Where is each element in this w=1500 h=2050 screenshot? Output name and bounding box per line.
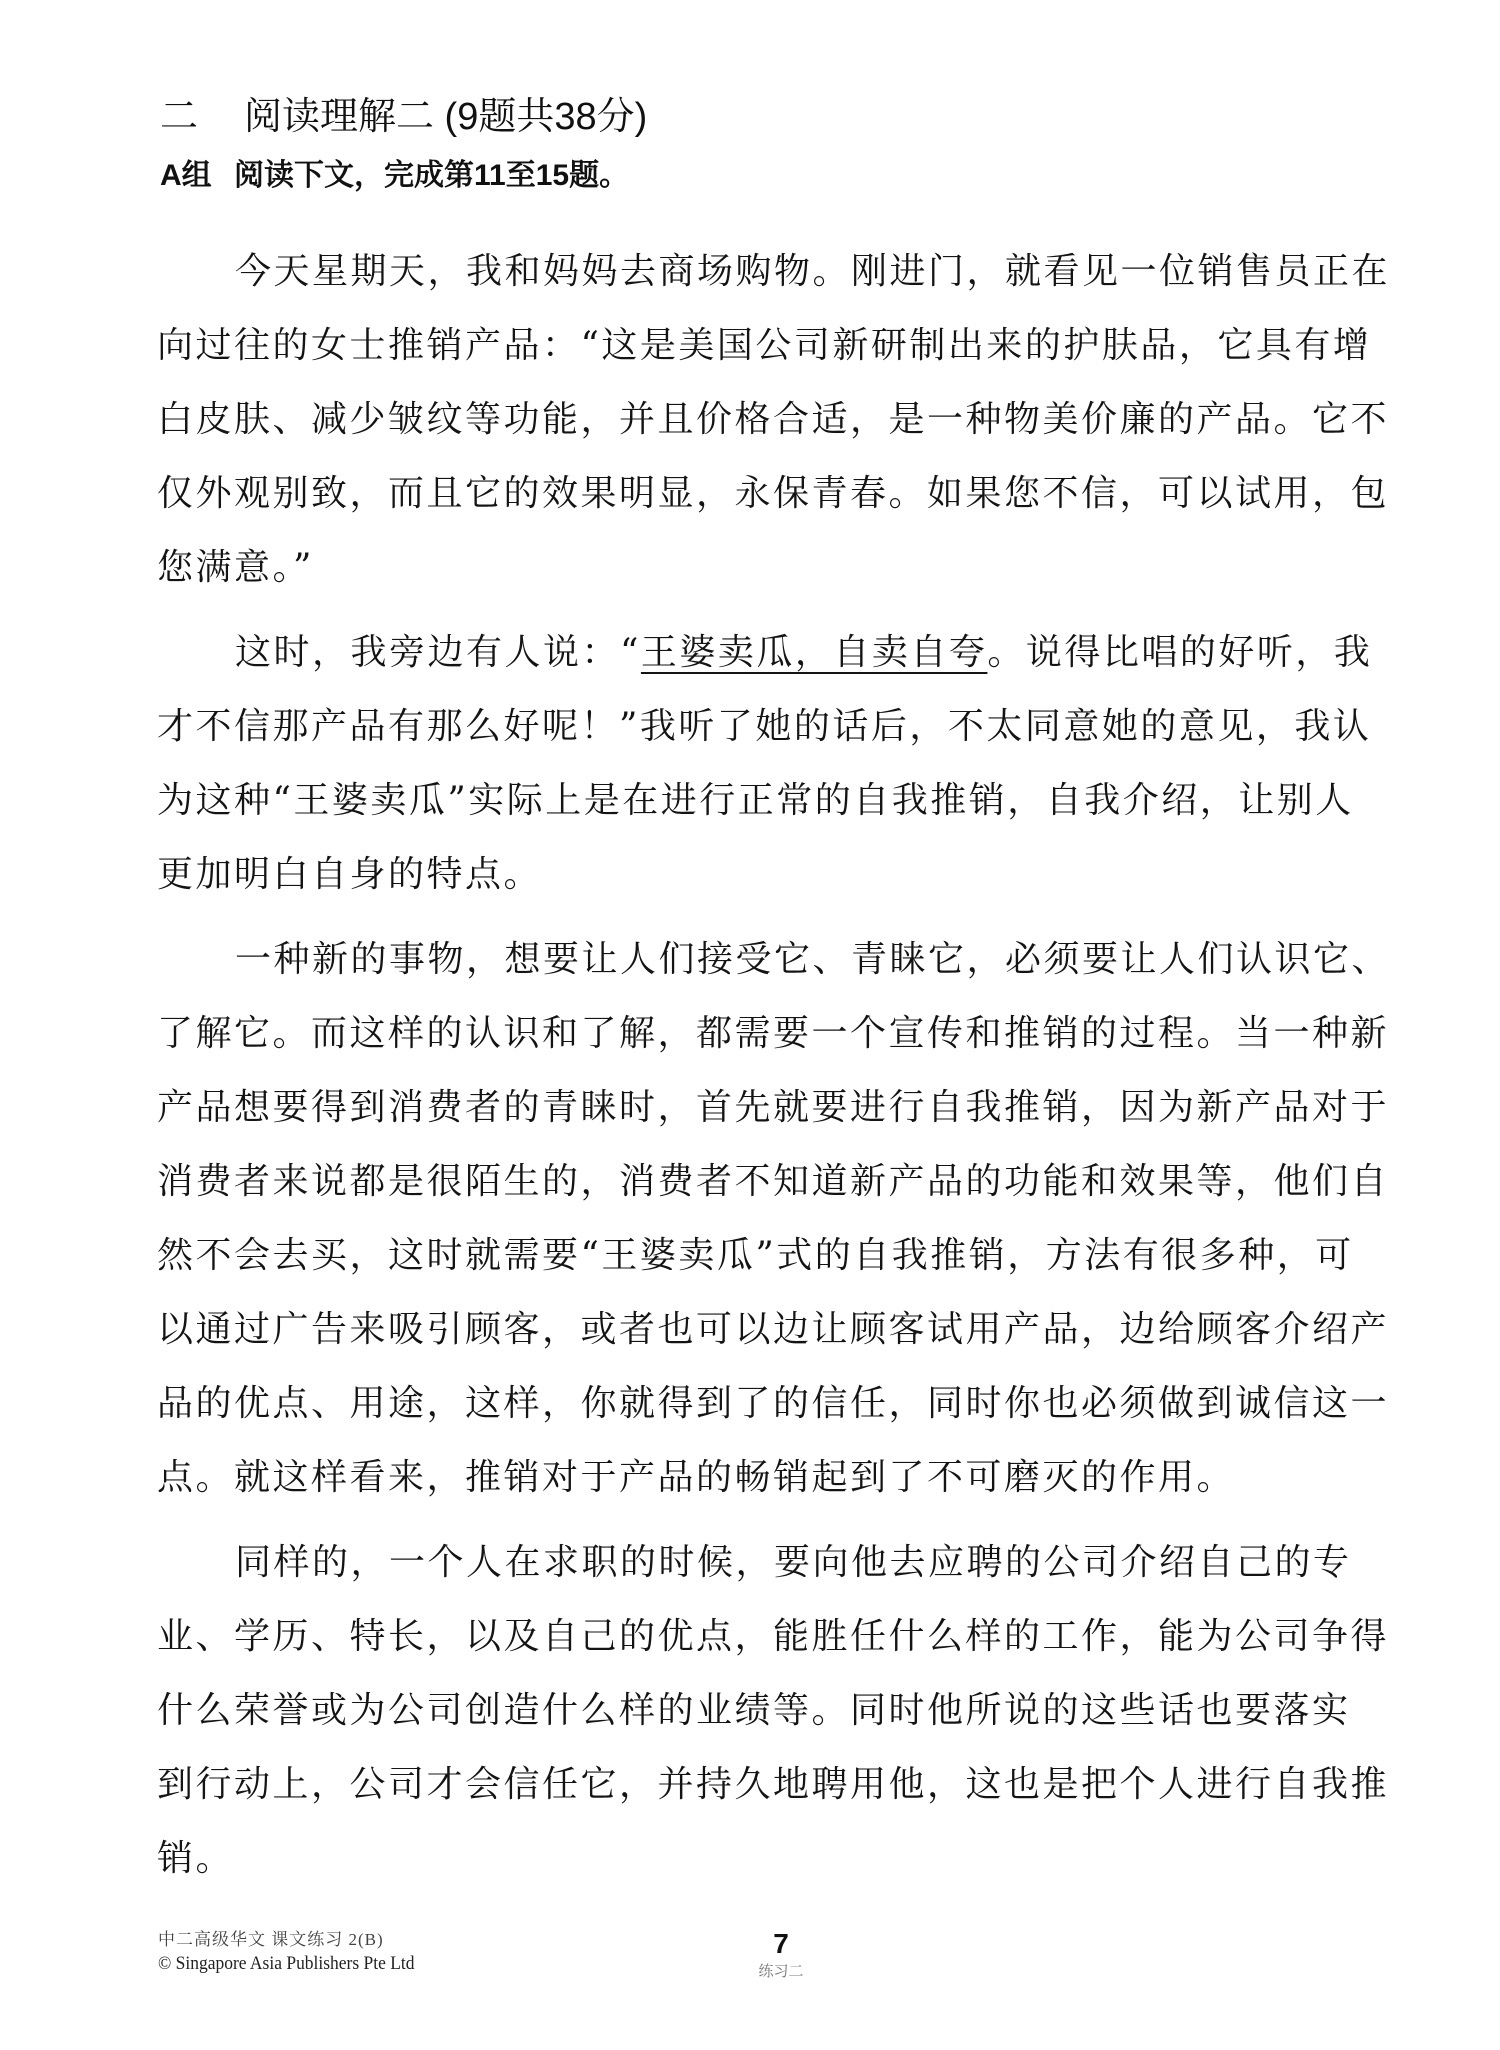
passage-line: 今天星期天，我和妈妈去商场购物。刚进门，就看见一位销售员正在	[235, 251, 1391, 292]
instruction-text: 阅读下文，完成第11至15题。	[234, 159, 630, 192]
copyright-notice: © Singapore Asia Publishers Pte Ltd	[158, 1953, 415, 1974]
course-title: 中二高级华文 课文练习 2(B)	[158, 1930, 384, 1949]
passage-line: 产品想要得到消费者的青睐时，首先就要进行自我推销，因为新产品对于	[157, 1087, 1390, 1128]
passage-line: 仅外观别致，而且它的效果明显，永保青春。如果您不信，可以试用，包	[157, 473, 1390, 514]
passage-line: 然不会去买，这时就需要“王婆卖瓜”式的自我推销，方法有很多种，可	[157, 1235, 1354, 1276]
passage-line: 一种新的事物，想要让人们接受它、青睐它，必须要让人们认识它、	[235, 939, 1391, 980]
exercise-label: 练习二	[758, 1962, 804, 1980]
paragraph-4	[157, 1526, 1407, 1896]
passage-line: 白皮肤、减少皱纹等功能，并且价格合适，是一种物美价廉的产品。它不	[157, 399, 1390, 440]
section-title	[160, 94, 647, 140]
paragraph-1	[157, 235, 1407, 605]
passage-line: 更加明白自身的特点。	[157, 854, 543, 895]
section-title-text: 阅读理解二 (9题共38分)	[244, 96, 648, 138]
passage-text: 。说得比唱的好听，我	[987, 632, 1373, 673]
passage-line: 您满意。”	[157, 547, 314, 588]
section-number: 二	[160, 96, 199, 138]
passage-line	[157, 616, 1407, 690]
passage-line: 消费者来说都是很陌生的，消费者不知道新产品的功能和效果等，他们自	[157, 1161, 1390, 1202]
passage-line: 点。就这样看来，推销对于产品的畅销起到了不可磨灭的作用。	[157, 1457, 1236, 1498]
passage-line: 到行动上，公司才会信任它，并持久地聘用他，这也是把个人进行自我推	[157, 1764, 1390, 1805]
page-number: 7	[773, 1928, 789, 1959]
paragraph-3	[157, 923, 1407, 1515]
paragraph-2	[157, 616, 1407, 912]
footer-publisher-info	[158, 1928, 437, 1976]
group-label: A组	[160, 159, 212, 192]
reading-passage	[157, 235, 1407, 1907]
passage-line: 同样的，一个人在求职的时候，要向他去应聘的公司介绍自己的专	[235, 1542, 1352, 1583]
passage-text: 这时，我旁边有人说：“	[235, 632, 641, 673]
section-instruction	[160, 156, 629, 196]
passage-line: 什么荣誉或为公司创造什么样的业绩等。同时他所说的这些话也要落实	[157, 1690, 1351, 1731]
passage-line: 了解它。而这样的认识和了解，都需要一个宣传和推销的过程。当一种新	[157, 1013, 1390, 1054]
underlined-idiom: 王婆卖瓜，自卖自夸	[640, 632, 988, 673]
footer-page-info	[731, 1928, 831, 1982]
passage-line: 才不信那产品有那么好呢！”我听了她的话后，不太同意她的意见，我认	[157, 706, 1372, 747]
passage-line: 业、学历、特长，以及自己的优点，能胜任什么样的工作，能为公司争得	[157, 1616, 1390, 1657]
passage-line: 向过往的女士推销产品：“这是美国公司新研制出来的护肤品，它具有增	[157, 325, 1372, 366]
passage-line: 品的优点、用途，这样，你就得到了的信任，同时你也必须做到诚信这一	[157, 1383, 1390, 1424]
passage-line: 为这种“王婆卖瓜”实际上是在进行正常的自我推销，自我介绍，让别人	[157, 780, 1354, 821]
passage-line: 销。	[157, 1838, 235, 1879]
passage-line: 以通过广告来吸引顾客，或者也可以边让顾客试用产品，边给顾客介绍产	[157, 1309, 1390, 1350]
